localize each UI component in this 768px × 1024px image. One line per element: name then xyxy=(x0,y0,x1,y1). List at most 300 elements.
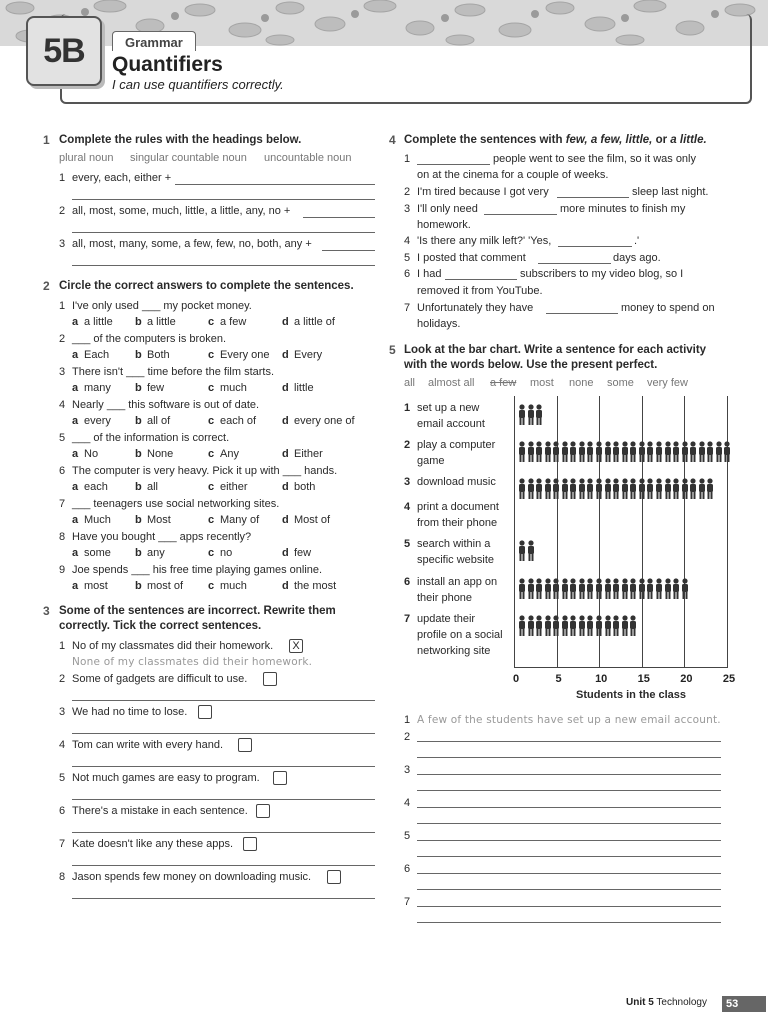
option-a[interactable]: Much xyxy=(84,514,111,526)
ex5-answer-number: 6 xyxy=(404,863,411,875)
tick-box[interactable] xyxy=(327,870,341,884)
chart-category-label: search within a xyxy=(417,538,491,550)
ex4-number: 4 xyxy=(389,133,396,147)
chart-category-number: 6 xyxy=(404,576,411,588)
ex4-item-text: I'll only need xyxy=(417,203,478,215)
option-letter: b xyxy=(135,316,142,328)
ex1-item-text: all, most, many, some, a few, few, no, both, any + xyxy=(72,238,312,250)
ex5-instruction-line2: with the words below. Use the present perfect. xyxy=(404,359,658,371)
student-person-icon xyxy=(552,578,560,600)
option-letter: c xyxy=(208,580,215,592)
student-person-icon xyxy=(595,478,603,500)
ex5-word-used: a few xyxy=(490,377,517,389)
option-d[interactable]: the most xyxy=(294,580,337,592)
student-person-icon xyxy=(569,615,577,637)
student-person-icon xyxy=(621,578,629,600)
student-person-icon xyxy=(655,478,663,500)
ex4-item-number: 6 xyxy=(404,268,411,280)
student-person-icon xyxy=(544,441,552,463)
answer-line[interactable] xyxy=(546,313,618,314)
student-person-icon xyxy=(527,615,535,637)
ex2-question: There isn't ___ time before the film starts. xyxy=(72,366,275,378)
option-c[interactable]: much xyxy=(220,382,247,394)
option-letter: a xyxy=(72,580,79,592)
option-letter: b xyxy=(135,514,142,526)
student-person-icon xyxy=(518,441,526,463)
answer-line[interactable] xyxy=(72,232,375,233)
student-person-icon xyxy=(561,578,569,600)
option-letter: b xyxy=(135,547,142,559)
chart-category-label: print a document xyxy=(417,501,499,513)
student-person-icon xyxy=(544,578,552,600)
tick-box[interactable] xyxy=(256,804,270,818)
answer-line[interactable] xyxy=(72,832,375,833)
answer-line[interactable] xyxy=(417,856,721,857)
chart-x-label: Students in the class xyxy=(576,689,687,701)
ex2-question: The computer is very heavy. Pick it up with ___ hands. xyxy=(72,465,338,477)
option-b[interactable]: Both xyxy=(147,349,170,361)
student-person-icon xyxy=(535,615,543,637)
option-letter: d xyxy=(282,415,289,427)
ex4-item-text: subscribers to my video blog, so I xyxy=(520,268,684,280)
student-person-icon xyxy=(595,615,603,637)
chart-category-label: email account xyxy=(417,418,485,430)
answer-line[interactable] xyxy=(417,873,721,874)
ex4-item-text: 'Is there any milk left?' 'Yes, xyxy=(417,235,552,247)
ex3-item-number: 7 xyxy=(59,838,66,850)
option-c[interactable]: Any xyxy=(220,448,239,460)
ex3-item-number: 5 xyxy=(59,772,66,784)
option-b[interactable]: None xyxy=(147,448,174,460)
option-d[interactable]: a little of xyxy=(294,316,335,328)
option-a[interactable]: No xyxy=(84,448,99,460)
ex4-instruction xyxy=(404,134,707,146)
chart-category-number: 5 xyxy=(404,538,411,550)
option-b[interactable]: few xyxy=(147,382,165,394)
ex4-item-text: sleep last night. xyxy=(632,186,709,198)
chart-x-axis xyxy=(514,667,728,668)
ex5-word: some xyxy=(607,377,634,389)
ex2-item-number: 4 xyxy=(59,399,66,411)
ex4-item-text: Unfortunately they have xyxy=(417,302,534,314)
option-a[interactable]: Each xyxy=(84,349,110,361)
option-c[interactable]: a few xyxy=(220,316,247,328)
chart-category-label: profile on a social xyxy=(417,629,503,641)
student-person-icon xyxy=(681,441,689,463)
ex5-answer-number: 1 xyxy=(404,714,411,726)
ex3-example-answer: None of my classmates did their homework. xyxy=(72,656,313,668)
option-letter: a xyxy=(72,448,79,460)
option-letter: b xyxy=(135,580,142,592)
student-person-icon xyxy=(723,441,731,463)
option-a[interactable]: some xyxy=(84,547,111,559)
ex2-question: ___ teenagers use social networking sites. xyxy=(72,498,280,510)
lesson-badge: 5B xyxy=(26,16,102,86)
option-d[interactable]: both xyxy=(294,481,316,493)
chart-gridline xyxy=(684,396,685,668)
ex1-instruction: Complete the rules with the headings below. xyxy=(59,134,302,146)
option-c[interactable]: Every one xyxy=(220,349,270,361)
student-person-icon xyxy=(664,478,672,500)
answer-line[interactable] xyxy=(417,906,721,907)
ex4-item-text: more minutes to finish my xyxy=(560,203,686,215)
answer-line[interactable] xyxy=(417,164,490,165)
answer-line[interactable] xyxy=(417,807,721,808)
tick-box[interactable] xyxy=(198,705,212,719)
answer-line[interactable] xyxy=(72,799,375,800)
option-d[interactable]: Every xyxy=(294,349,323,361)
option-letter: d xyxy=(282,382,289,394)
student-person-icon xyxy=(586,615,594,637)
chart-category-label: download music xyxy=(417,476,496,488)
ex3-sentence: Some of gadgets are difficult to use. xyxy=(72,673,248,685)
student-person-icon xyxy=(586,478,594,500)
student-person-icon xyxy=(629,441,637,463)
ex1-item-number: 1 xyxy=(59,172,66,184)
answer-line[interactable] xyxy=(322,250,375,251)
option-c[interactable]: much xyxy=(220,580,247,592)
ex5-answer-number: 4 xyxy=(404,797,411,809)
tick-box[interactable] xyxy=(263,672,277,686)
answer-line[interactable] xyxy=(72,733,375,734)
student-person-icon xyxy=(569,578,577,600)
option-letter: a xyxy=(72,481,79,493)
option-b[interactable]: any xyxy=(147,547,165,559)
ex1-item-number: 3 xyxy=(59,238,66,250)
student-person-icon xyxy=(629,478,637,500)
chart-category-label: set up a new xyxy=(417,402,480,414)
answer-line[interactable] xyxy=(557,197,629,198)
student-person-icon xyxy=(629,615,637,637)
tick-box[interactable]: X xyxy=(289,639,303,653)
student-person-icon xyxy=(681,578,689,600)
ex5-example-answer: A few of the students have set up a new email account. xyxy=(417,714,721,726)
student-person-icon xyxy=(638,478,646,500)
student-person-icon xyxy=(646,441,654,463)
grammar-tab: Grammar xyxy=(112,31,196,51)
student-person-icon xyxy=(672,578,680,600)
ex2-question: ___ of the computers is broken. xyxy=(72,333,227,345)
student-person-icon xyxy=(527,478,535,500)
chart-tick-label: 20 xyxy=(680,673,693,685)
answer-line[interactable] xyxy=(417,790,721,791)
student-person-icon xyxy=(715,441,723,463)
student-person-icon xyxy=(604,578,612,600)
chart-category-number: 1 xyxy=(404,402,411,414)
option-letter: c xyxy=(208,547,215,559)
ex2-question: Joe spends ___ his free time playing games online. xyxy=(72,564,323,576)
answer-line[interactable] xyxy=(72,766,375,767)
option-c[interactable]: either xyxy=(220,481,248,493)
student-person-icon xyxy=(612,478,620,500)
student-person-icon xyxy=(604,478,612,500)
student-person-icon xyxy=(706,441,714,463)
page-title: Quantifiers xyxy=(112,53,223,76)
student-person-icon xyxy=(518,478,526,500)
answer-line[interactable] xyxy=(72,898,375,899)
student-person-icon xyxy=(544,615,552,637)
option-d[interactable]: few xyxy=(294,547,312,559)
student-person-icon xyxy=(706,478,714,500)
answer-line[interactable] xyxy=(72,199,375,200)
option-d[interactable]: little xyxy=(294,382,314,394)
ex2-item-number: 1 xyxy=(59,300,66,312)
option-letter: d xyxy=(282,316,289,328)
option-letter: d xyxy=(282,547,289,559)
student-person-icon xyxy=(612,578,620,600)
student-person-icon xyxy=(689,478,697,500)
option-d[interactable]: Most of xyxy=(294,514,331,526)
option-letter: c xyxy=(208,514,215,526)
student-person-icon xyxy=(621,615,629,637)
ex5-answer-number: 5 xyxy=(404,830,411,842)
ex3-item-number: 4 xyxy=(59,739,66,751)
option-a[interactable]: a little xyxy=(84,316,113,328)
student-person-icon xyxy=(586,578,594,600)
chart-category-number: 7 xyxy=(404,613,411,625)
ex4-item-number: 4 xyxy=(404,235,411,247)
option-letter: a xyxy=(72,349,79,361)
ex2-item-number: 9 xyxy=(59,564,66,576)
ex4-item-text: I'm tired because I got very xyxy=(417,186,549,198)
answer-line[interactable] xyxy=(484,214,557,215)
student-person-icon xyxy=(621,441,629,463)
student-person-icon xyxy=(527,540,535,562)
ex5-number: 5 xyxy=(389,343,396,357)
ex1-number: 1 xyxy=(43,133,50,147)
option-d[interactable]: every one of xyxy=(294,415,355,427)
student-person-icon xyxy=(646,578,654,600)
student-person-icon xyxy=(672,478,680,500)
chart-category-number: 4 xyxy=(404,501,411,513)
option-letter: c xyxy=(208,448,215,460)
student-person-icon xyxy=(527,578,535,600)
ex5-instruction-line1: Look at the bar chart. Write a sentence for each activity xyxy=(404,344,707,356)
ex1-heading-2: singular countable noun xyxy=(130,152,247,164)
answer-line[interactable] xyxy=(417,840,721,841)
student-person-icon xyxy=(561,441,569,463)
chart-tick-label: 25 xyxy=(722,673,736,685)
chart-category-label: install an app on xyxy=(417,576,498,588)
answer-line[interactable] xyxy=(445,279,517,280)
student-person-icon xyxy=(655,441,663,463)
ex5-word: none xyxy=(569,377,594,389)
answer-line[interactable] xyxy=(558,246,632,247)
student-person-icon xyxy=(595,578,603,600)
option-b[interactable]: a little xyxy=(147,316,176,328)
student-person-icon xyxy=(629,578,637,600)
chart-y-axis xyxy=(514,396,515,668)
option-b[interactable]: all of xyxy=(147,415,171,427)
student-person-icon xyxy=(681,478,689,500)
student-person-icon xyxy=(578,615,586,637)
ex5-word: most xyxy=(530,377,554,389)
student-person-icon xyxy=(664,578,672,600)
student-person-icon xyxy=(595,441,603,463)
student-person-icon xyxy=(578,578,586,600)
ex3-item-number: 3 xyxy=(59,706,66,718)
ex4-item-text: .' xyxy=(634,235,640,247)
ex4-item-text: I had xyxy=(417,268,442,280)
chart-category-number: 2 xyxy=(404,439,411,451)
student-person-icon xyxy=(535,578,543,600)
ex4-item-number: 2 xyxy=(404,186,411,198)
student-person-icon xyxy=(604,615,612,637)
student-person-icon xyxy=(552,441,560,463)
option-c[interactable]: Many of xyxy=(220,514,260,526)
ex3-sentence: There's a mistake in each sentence. xyxy=(72,805,248,817)
ex3-sentence: We had no time to lose. xyxy=(72,706,188,718)
option-letter: b xyxy=(135,448,142,460)
student-person-icon xyxy=(527,441,535,463)
chart-category-label: specific website xyxy=(417,554,495,566)
ex4-item-text: days ago. xyxy=(613,252,661,264)
ex4-item-text: homework. xyxy=(417,219,471,231)
ex1-item-number: 2 xyxy=(59,205,66,217)
ex2-item-number: 3 xyxy=(59,366,66,378)
ex1-item-text: every, each, either + xyxy=(72,172,172,184)
student-person-icon xyxy=(698,478,706,500)
option-a[interactable]: each xyxy=(84,481,108,493)
answer-line[interactable] xyxy=(72,865,375,866)
chart-category-label: their phone xyxy=(417,592,473,604)
answer-line[interactable] xyxy=(538,263,611,264)
student-person-icon xyxy=(578,478,586,500)
option-letter: a xyxy=(72,415,79,427)
student-person-icon xyxy=(698,441,706,463)
option-b[interactable]: most of xyxy=(147,580,184,592)
student-person-icon xyxy=(604,441,612,463)
ex3-item-number: 6 xyxy=(59,805,66,817)
answer-line[interactable] xyxy=(417,889,721,890)
option-a[interactable]: many xyxy=(84,382,111,394)
tick-box[interactable] xyxy=(238,738,252,752)
student-person-icon xyxy=(544,478,552,500)
ex2-question: I've only used ___ my pocket money. xyxy=(72,300,252,312)
option-letter: b xyxy=(135,382,142,394)
ex3-number: 3 xyxy=(43,604,50,618)
ex4-item-number: 1 xyxy=(404,153,411,165)
ex3-sentence: Jason spends few money on downloading music. xyxy=(72,871,312,883)
ex4-instruction-words: few, a few, little, xyxy=(565,134,653,146)
option-c[interactable]: no xyxy=(220,547,233,559)
answer-line[interactable] xyxy=(72,700,375,701)
option-letter: c xyxy=(208,415,215,427)
student-person-icon xyxy=(527,404,535,426)
option-letter: b xyxy=(135,481,142,493)
option-letter: d xyxy=(282,448,289,460)
student-person-icon xyxy=(612,441,620,463)
ex3-sentence: Not much games are easy to program. xyxy=(72,772,260,784)
ex4-item-text: holidays. xyxy=(417,318,461,330)
ex5-word: very few xyxy=(647,377,688,389)
student-person-icon xyxy=(535,478,543,500)
answer-line[interactable] xyxy=(72,265,375,266)
option-a[interactable]: every xyxy=(84,415,111,427)
chart-category-label: update their xyxy=(417,613,476,625)
student-person-icon xyxy=(689,441,697,463)
answer-line[interactable] xyxy=(417,757,721,758)
chart-category-label: networking site xyxy=(417,645,491,657)
ex4-instruction-or: or xyxy=(652,134,671,146)
option-letter: a xyxy=(72,547,79,559)
chart-tick-label: 10 xyxy=(595,673,608,685)
footer-section: Technology xyxy=(656,997,707,1008)
option-a[interactable]: most xyxy=(84,580,108,592)
student-person-icon xyxy=(552,615,560,637)
student-person-icon xyxy=(672,441,680,463)
chart-gridline xyxy=(727,396,728,668)
student-person-icon xyxy=(664,441,672,463)
answer-line[interactable] xyxy=(175,184,375,185)
answer-line[interactable] xyxy=(417,774,721,775)
student-person-icon xyxy=(612,615,620,637)
ex2-question: Nearly ___ this software is out of date. xyxy=(72,399,260,411)
page-subtitle: I can use quantifiers correctly. xyxy=(112,77,284,92)
ex5-answer-number: 2 xyxy=(404,731,411,743)
ex2-item-number: 7 xyxy=(59,498,66,510)
ex3-item-number: 1 xyxy=(59,640,66,652)
student-person-icon xyxy=(638,441,646,463)
answer-line[interactable] xyxy=(417,741,721,742)
ex3-instruction-line2: correctly. Tick the correct sentences. xyxy=(59,620,262,632)
student-person-icon xyxy=(569,478,577,500)
option-d[interactable]: Either xyxy=(294,448,323,460)
ex2-instruction: Circle the correct answers to complete the sentences. xyxy=(59,280,354,292)
tick-box[interactable] xyxy=(273,771,287,785)
ex4-item-text: I posted that comment xyxy=(417,252,526,264)
chart-category-number: 3 xyxy=(404,476,411,488)
student-person-icon xyxy=(518,540,526,562)
option-letter: c xyxy=(208,349,215,361)
option-letter: d xyxy=(282,580,289,592)
ex4-item-text: money to spend on xyxy=(621,302,715,314)
ex3-item-number: 2 xyxy=(59,673,66,685)
footer-unit-label: Unit 5 xyxy=(626,997,654,1008)
ex2-question: ___ of the information is correct. xyxy=(72,432,230,444)
page-number: 53 xyxy=(722,996,766,1012)
ex3-item-number: 8 xyxy=(59,871,66,883)
student-person-icon xyxy=(518,615,526,637)
ex4-item-number: 3 xyxy=(404,203,411,215)
chart-tick-label: 15 xyxy=(637,673,650,685)
answer-line[interactable] xyxy=(417,823,721,824)
option-c[interactable]: each of xyxy=(220,415,257,427)
option-b[interactable]: Most xyxy=(147,514,171,526)
ex2-item-number: 6 xyxy=(59,465,66,477)
ex4-item-text: on at the cinema for a couple of weeks. xyxy=(417,169,609,181)
student-person-icon xyxy=(569,441,577,463)
ex4-item-number: 7 xyxy=(404,302,411,314)
ex4-item-text: removed it from YouTube. xyxy=(417,285,543,297)
answer-line[interactable] xyxy=(417,922,721,923)
option-letter: a xyxy=(72,514,79,526)
ex5-word: almost all xyxy=(428,377,475,389)
ex4-instruction-last: a little. xyxy=(670,134,707,146)
option-letter: b xyxy=(135,415,142,427)
answer-line[interactable] xyxy=(303,217,375,218)
option-letter: a xyxy=(72,382,79,394)
option-b[interactable]: all xyxy=(147,481,159,493)
option-letter: d xyxy=(282,514,289,526)
tick-box[interactable] xyxy=(243,837,257,851)
ex1-item-text: all, most, some, much, little, a little, any, no + xyxy=(72,205,291,217)
ex3-sentence: Tom can write with every hand. xyxy=(72,739,224,751)
ex2-item-number: 2 xyxy=(59,333,66,345)
option-letter: b xyxy=(135,349,142,361)
student-person-icon xyxy=(621,478,629,500)
ex2-question: Have you bought ___ apps recently? xyxy=(72,531,252,543)
